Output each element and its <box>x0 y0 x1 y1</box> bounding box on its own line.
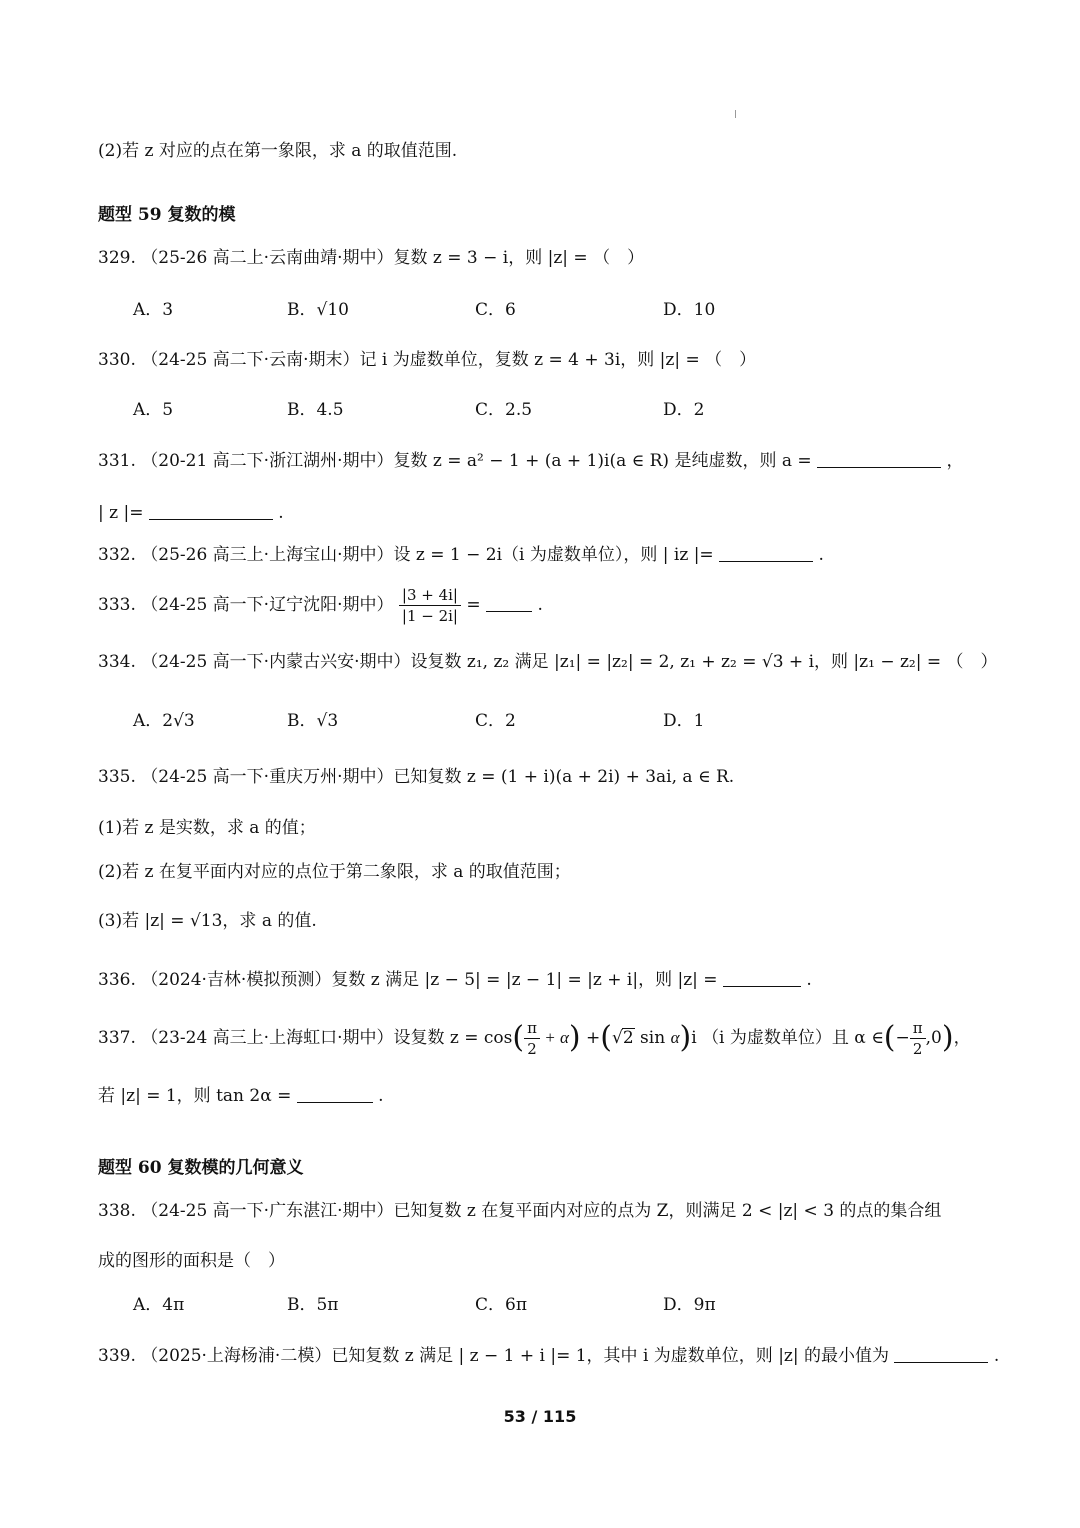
question-332 <box>98 543 824 567</box>
question-text: （25-26 高三上·上海宝山·期中）设 z = 1 − 2i（i 为虚数单位），则 | iz |= <box>141 545 714 565</box>
fraction <box>399 585 461 626</box>
option-a[interactable]: A．4π <box>133 1295 185 1315</box>
question-329 <box>98 246 644 270</box>
option-b[interactable]: B．5π <box>287 1295 339 1315</box>
paren: ) <box>941 1020 954 1055</box>
question-number: 339. <box>98 1346 136 1366</box>
question-330 <box>98 348 756 372</box>
fraction <box>910 1018 926 1059</box>
question-338-line2: 成的图形的面积是（ ） <box>98 1251 285 1271</box>
question-text: （24-25 高二下·云南·期末）记 i 为虚数单位，复数 z = 4 + 3i，则 |z| = （ ） <box>141 350 757 370</box>
top-tick-mark <box>735 110 736 118</box>
question-number: 333. <box>98 595 136 615</box>
section-title-60: 题型 60 复数模的几何意义 <box>98 1158 304 1178</box>
option-c[interactable]: C．2 <box>475 711 516 731</box>
question-334 <box>98 650 998 674</box>
option-d[interactable]: D．9π <box>663 1295 716 1315</box>
question-331 <box>98 449 963 473</box>
question-number: 329. <box>98 248 136 268</box>
question-335 <box>98 765 734 789</box>
question-text-cont: （i 为虚数单位）且 α ∈ <box>702 1028 884 1048</box>
question-331-line2 <box>98 501 284 525</box>
question-text: （2024·吉林·模拟预测）复数 z 满足 |z − 5| = |z − 1| = |z + i|，则 |z| = <box>141 970 718 990</box>
answer-blank[interactable] <box>723 968 801 987</box>
modulus-label: | z |= <box>98 503 144 523</box>
paren: ( <box>600 1020 612 1055</box>
period: . <box>993 1346 1000 1366</box>
option-c[interactable]: C．2.5 <box>475 400 533 420</box>
fraction-denominator: 2 <box>527 1040 537 1058</box>
question-339 <box>98 1344 999 1368</box>
period: . <box>818 545 824 565</box>
question-336 <box>98 968 812 992</box>
question-337-line2 <box>98 1084 384 1108</box>
fraction-numerator: π <box>910 1018 926 1039</box>
equals-sign: = <box>466 595 481 615</box>
answer-blank[interactable] <box>486 593 532 612</box>
period: . <box>537 595 543 615</box>
paren: ( <box>883 1020 896 1055</box>
question-335-part2: (2)若 z 在复平面内对应的点位于第二象限，求 a 的取值范围； <box>98 862 571 882</box>
question-text: （23-24 高三上·上海虹口·期中）设复数 z = cos <box>141 1028 513 1048</box>
question-333 <box>98 582 543 628</box>
period: . <box>378 1086 384 1106</box>
paren: ) <box>568 1020 581 1055</box>
fraction-numerator: π <box>524 1018 540 1039</box>
section-title-59: 题型 59 复数的模 <box>98 205 236 225</box>
option-d[interactable]: D．2 <box>663 400 705 420</box>
fraction-denominator: 2 <box>912 1040 923 1058</box>
question-number: 337. <box>98 1028 136 1048</box>
fraction-numerator: |3 + 4i| <box>399 585 461 606</box>
question-335-part1: (1)若 z 是实数，求 a 的值； <box>98 818 316 838</box>
page-number: 53 / 115 <box>503 1407 577 1426</box>
fraction-denominator: |1 − 2i| <box>401 607 458 625</box>
period: . <box>806 970 812 990</box>
fraction <box>524 1018 540 1059</box>
option-c[interactable]: C．6π <box>475 1295 527 1315</box>
question-text: （24-25 高一下·重庆万州·期中）已知复数 z = (1 + i)(a + 2i) + 3ai, a ∈ R. <box>141 767 735 787</box>
plus-sign: + <box>586 1028 601 1048</box>
answer-blank[interactable] <box>894 1344 988 1363</box>
question-number: 334. <box>98 652 136 672</box>
option-a[interactable]: A．3 <box>133 300 174 320</box>
answer-blank[interactable] <box>719 543 813 562</box>
paren: ( <box>512 1020 525 1055</box>
question-number: 330. <box>98 350 136 370</box>
question-text: （25-26 高二上·云南曲靖·期中）复数 z = 3 − i，则 |z| = （ ） <box>141 248 645 268</box>
prev-question-part2: (2)若 z 对应的点在第一象限，求 a 的取值范围. <box>98 141 458 161</box>
period: . <box>278 503 284 523</box>
answer-blank[interactable] <box>297 1084 373 1103</box>
question-tail: ， <box>946 451 964 471</box>
question-number: 331. <box>98 451 136 471</box>
option-b[interactable]: B．√10 <box>287 300 349 320</box>
answer-blank[interactable] <box>149 501 273 520</box>
question-text: （24-25 高一下·辽宁沈阳·期中） <box>141 595 394 615</box>
question-number: 338. <box>98 1201 136 1221</box>
option-a[interactable]: A．5 <box>133 400 174 420</box>
question-335-part3: (3)若 |z| = √13，求 a 的值. <box>98 911 317 931</box>
question-text: （24-25 高一下·内蒙古兴安·期中）设复数 z₁, z₂ 满足 |z₁| = |z₂| = 2, z₁ + z₂ = √3 + i，则 |z₁ − z₂| = （ ） <box>141 652 998 672</box>
question-text: （2025·上海杨浦·二模）已知复数 z 满足 | z − 1 + i |= 1，其中 i 为虚数单位，则 |z| 的最小值为 <box>141 1346 890 1366</box>
option-a[interactable]: A．2√3 <box>133 711 195 731</box>
answer-blank[interactable] <box>817 449 941 468</box>
question-337: 337. （23-24 高三上·上海虹口·期中）设复数 z = cos( $\frac{\pi}{2}$ + α) +(√2 sin α)i （i 为虚数单位）且 α ∈(− $\frac{\pi}{2}$ ,0)， <box>98 1019 971 1058</box>
question-number: 332. <box>98 545 136 565</box>
option-c[interactable]: C．6 <box>475 300 516 320</box>
option-b[interactable]: B．4.5 <box>287 400 344 420</box>
question-number: 335. <box>98 767 136 787</box>
sqrt-2: 2 <box>622 1028 634 1048</box>
question-number: 336. <box>98 970 136 990</box>
question-text: 若 |z| = 1，则 tan 2α = <box>98 1086 292 1106</box>
option-d[interactable]: D．1 <box>663 711 705 731</box>
option-b[interactable]: B．√3 <box>287 711 339 731</box>
question-text: （20-21 高二下·浙江湖州·期中）复数 z = a² − 1 + (a + 1)i(a ∈ R) 是纯虚数，则 a = <box>141 451 812 471</box>
alpha-term: + α <box>539 1028 569 1047</box>
question-text: （24-25 高一下·广东湛江·期中）已知复数 z 在复平面内对应的点为 Z，则满足 2 < |z| < 3 的点的集合组 <box>141 1201 942 1221</box>
option-d[interactable]: D．10 <box>663 300 716 320</box>
paren: ) <box>679 1020 692 1055</box>
question-338 <box>98 1199 941 1223</box>
